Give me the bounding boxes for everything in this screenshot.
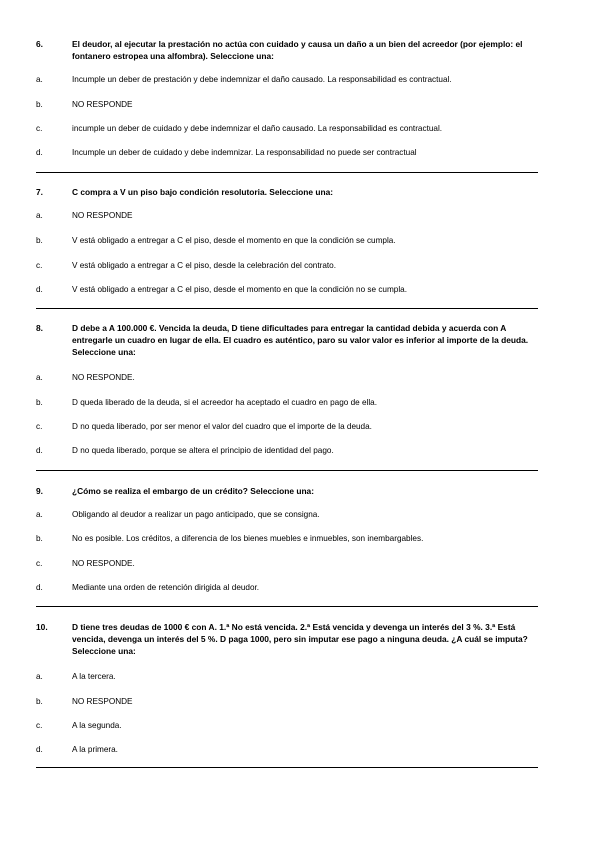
question-text xyxy=(36,38,538,62)
question-statement: El deudor, al ejecutar la prestación no actúa con cuidado y causa un daño a un bien del acreedor (por ejemplo: el fontanero estropea una alfombra). Seleccione una: xyxy=(72,39,523,61)
option-text: V está obligado a entregar a C el piso, desde la celebración del contrato. xyxy=(72,261,336,270)
question-9 xyxy=(36,485,538,592)
option-text: D no queda liberado, por ser menor el valor del cuadro que el importe de la deuda. xyxy=(72,422,372,431)
option-letter: c. xyxy=(36,422,43,431)
question-text xyxy=(36,485,538,497)
option-text: No es posible. Los créditos, a diferencia de los bienes muebles e inmuebles, son inembargables. xyxy=(72,534,424,543)
option-letter: a. xyxy=(36,211,43,220)
option-letter: d. xyxy=(36,285,43,294)
question-text xyxy=(36,621,538,657)
option-text: A la primera. xyxy=(72,745,118,754)
option-letter: c. xyxy=(36,124,43,133)
option-text: NO RESPONDE. xyxy=(72,373,135,382)
question-number: 8. xyxy=(36,323,43,333)
option-text: NO RESPONDE. xyxy=(72,559,135,568)
option-letter: a. xyxy=(36,373,43,382)
question-statement: C compra a V un piso bajo condición resolutoria. Seleccione una: xyxy=(72,187,334,197)
separator-line xyxy=(36,470,538,471)
option-text: V está obligado a entregar a C el piso, desde el momento en que la condición se cumpla. xyxy=(72,236,396,245)
option-text: V está obligado a entregar a C el piso, desde el momento en que la condición no se cumpla. xyxy=(72,285,407,294)
question-text xyxy=(36,322,538,358)
question-statement: D tiene tres deudas de 1000 € con A. 1.ª No está vencida. 2.ª Está vencida y devenga un interés del 3 %. 3.ª Está vencida, devenga un interés del 5 %. D paga 1000, pero sin imputar ese pago a ninguna deuda. ¿A cuál se imputa? Seleccione una: xyxy=(72,622,528,656)
question-8 xyxy=(36,322,538,455)
option-letter: d. xyxy=(36,148,43,157)
option-letter: a. xyxy=(36,510,43,519)
option-letter: b. xyxy=(36,398,43,407)
option-letter: d. xyxy=(36,745,43,754)
option-text: NO RESPONDE xyxy=(72,697,133,706)
question-statement: D debe a A 100.000 €. Vencida la deuda, D tiene dificultades para entregar la cantidad debida y acuerda con A entregarle un cuadro en lugar de ella. El cuadro es auténtico, paro su valor valor es inferior al importe de la deuda. Seleccione una: xyxy=(72,323,529,357)
question-7 xyxy=(36,186,538,294)
option-letter: a. xyxy=(36,75,43,84)
separator-line xyxy=(36,767,538,768)
question-number: 6. xyxy=(36,39,43,49)
option-letter: d. xyxy=(36,583,43,592)
option-letter: c. xyxy=(36,559,43,568)
option-text: A la tercera. xyxy=(72,672,116,681)
separator-line xyxy=(36,308,538,309)
option-letter: b. xyxy=(36,697,43,706)
option-letter: c. xyxy=(36,721,43,730)
option-letter: d. xyxy=(36,446,43,455)
option-letter: b. xyxy=(36,236,43,245)
separator-line xyxy=(36,172,538,173)
question-statement: ¿Cómo se realiza el embargo de un crédito? Seleccione una: xyxy=(72,486,315,496)
option-text: NO RESPONDE xyxy=(72,211,133,220)
option-text: incumple un deber de cuidado y debe indemnizar el daño causado. La responsabilidad es contractual. xyxy=(72,124,443,133)
option-text: D no queda liberado, porque se altera el principio de identidad del pago. xyxy=(72,446,334,455)
separator-line xyxy=(36,606,538,607)
option-letter: b. xyxy=(36,100,43,109)
option-text: Incumple un deber de prestación y debe indemnizar el daño causado. La responsabilidad es contractual. xyxy=(72,75,452,84)
question-10 xyxy=(36,621,538,754)
question-number: 7. xyxy=(36,187,43,197)
option-text: D queda liberado de la deuda, si el acreedor ha aceptado el cuadro en pago de ella. xyxy=(72,398,377,407)
question-6 xyxy=(36,38,538,157)
question-number: 9. xyxy=(36,486,43,496)
question-text xyxy=(36,186,538,198)
option-letter: b. xyxy=(36,534,43,543)
option-letter: a. xyxy=(36,672,43,681)
option-text: Obligando al deudor a realizar un pago anticipado, que se consigna. xyxy=(72,510,320,519)
option-text: Incumple un deber de cuidado y debe indemnizar. La responsabilidad no puede ser contractual xyxy=(72,148,417,157)
option-text: NO RESPONDE xyxy=(72,100,133,109)
option-text: Mediante una orden de retención dirigida al deudor. xyxy=(72,583,260,592)
option-text: A la segunda. xyxy=(72,721,122,730)
question-number: 10. xyxy=(36,622,48,632)
option-letter: c. xyxy=(36,261,43,270)
